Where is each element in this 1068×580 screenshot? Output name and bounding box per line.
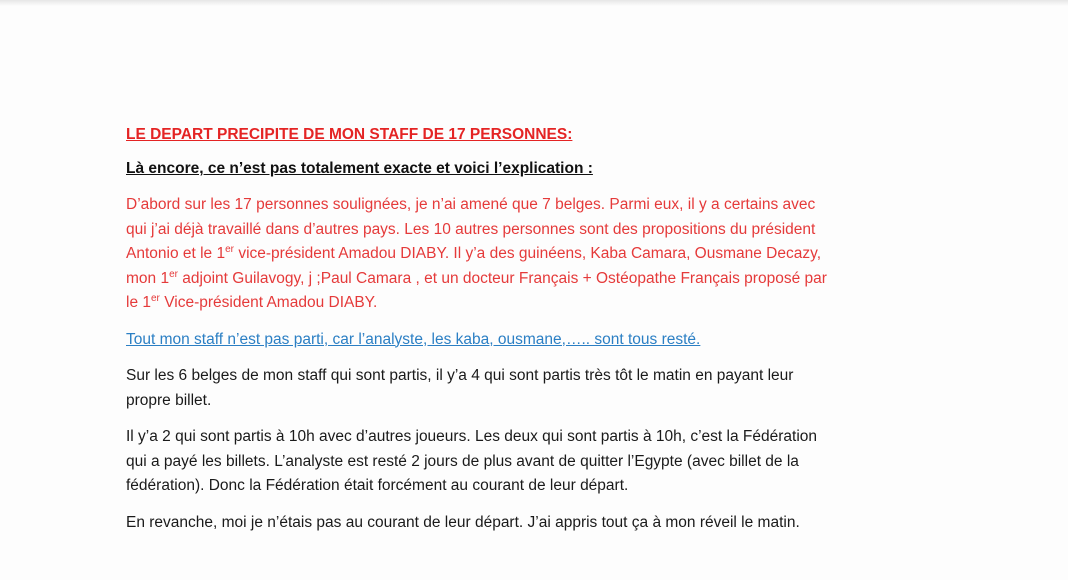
text-line: propre billet. (126, 391, 212, 409)
paragraph-revanche (126, 511, 946, 536)
text-line: Il y’a 2 qui sont partis à 10h avec d’autres joueurs. Les deux qui sont partis à 10h, c’est la Fédération (126, 428, 818, 445)
paragraph-10h-departure (126, 425, 946, 499)
paragraph-staff-remained: Tout mon staff n’est pas parti, car l’analyste, les kaba, ousmane,….. sont tous resté. (126, 330, 701, 348)
scan-edge-shadow (0, 0, 1068, 6)
text-line: En revanche, moi je n’étais pas au courant de leur départ. J’ai appris tout ça à mon réveil le matin. (126, 513, 800, 531)
text-line: le 1er Vice-président Amadou DIABY. (126, 292, 378, 311)
paragraph-staff-origin (126, 193, 946, 316)
text-line: D’abord sur les 17 personnes soulignées, je n’ai amené que 7 belges. Parmi eux, il y a certains avec (126, 196, 816, 213)
text-line: qui j’ai déjà travaillé dans d’autres pays. Les 10 autres personnes sont des propositions du président (126, 220, 816, 238)
subheading: Là encore, ce n’est pas totalement exacte et voici l’explication : (126, 160, 593, 177)
text-line: fédération). Donc la Fédération était forcément au courant de leur départ. (126, 477, 629, 494)
section-heading: LE DEPART PRECIPITE DE MON STAFF DE 17 PERSONNES: (126, 126, 573, 143)
text-line: Sur les 6 belges de mon staff qui sont partis, il y’a 4 qui sont partis très tôt le matin en payant leur (126, 367, 794, 384)
document-body (126, 124, 946, 547)
text-line: mon 1er adjoint Guilavogy, j ;Paul Camara , et un docteur Français + Ostéopathe Français proposé par (126, 268, 827, 287)
paragraph-belgians-left (126, 364, 946, 413)
text-line: qui a payé les billets. L’analyste est resté 2 jours de plus avant de quitter l’Egypte (avec billet de la (126, 452, 799, 470)
text-line: Antonio et le 1er vice-président Amadou DIABY. Il y’a des guinéens, Kaba Camara, Ousmane Decazy, (126, 243, 822, 262)
